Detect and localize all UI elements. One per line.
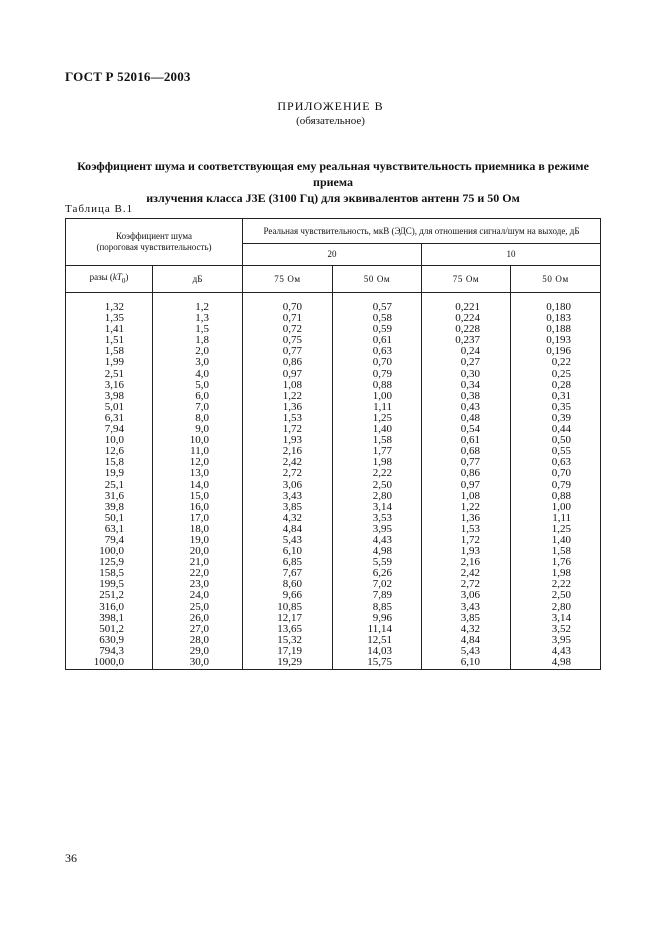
header-col-times-k: kT — [112, 271, 122, 282]
table-cell: 24,0 — [153, 590, 243, 601]
table-row — [66, 657, 601, 670]
table-row — [66, 535, 601, 546]
table-row — [66, 568, 601, 579]
table-cell: 10,85 — [243, 602, 333, 613]
table-row — [66, 491, 601, 502]
table-cell: 0,25 — [511, 369, 601, 380]
table-cell: 0,22 — [511, 357, 601, 368]
page-number: 36 — [65, 851, 77, 865]
table-cell: 29,0 — [153, 646, 243, 657]
table-cell: 158,5 — [66, 568, 153, 579]
table-cell: 1,8 — [153, 335, 243, 346]
header-col-times — [66, 266, 153, 293]
table-cell: 2,50 — [511, 590, 601, 601]
header-noise-figure-line1: Коэффициент шума — [116, 231, 192, 241]
header-sensitivity: Реальная чувствительность, мкВ (ЭДС), для отношения сигнал/шум на выходе, дБ — [243, 219, 601, 244]
table-cell: 2,16 — [243, 446, 333, 457]
table-cell: 25,1 — [66, 480, 153, 491]
header-col-75-ohm-10: 75 Ом — [422, 266, 511, 293]
table-row — [66, 324, 601, 335]
table-row — [66, 579, 601, 590]
table-cell: 3,85 — [422, 613, 511, 624]
table-cell: 316,0 — [66, 602, 153, 613]
table-cell: 100,0 — [66, 546, 153, 557]
table-cell: 1,53 — [422, 524, 511, 535]
header-noise-figure-line2: (пороговая чувствительность) — [96, 242, 212, 252]
table-cell: 4,98 — [511, 657, 601, 670]
table-cell: 28,0 — [153, 635, 243, 646]
table-row — [66, 413, 601, 424]
table-cell: 26,0 — [153, 613, 243, 624]
table-cell: 630,9 — [66, 635, 153, 646]
header-col-75-ohm-20: 75 Ом — [243, 266, 333, 293]
table-cell: 8,60 — [243, 579, 333, 590]
table-cell: 0,86 — [422, 468, 511, 479]
table-cell: 7,94 — [66, 424, 153, 435]
table-cell: 12,6 — [66, 446, 153, 457]
table-cell: 7,67 — [243, 568, 333, 579]
table-row — [66, 624, 601, 635]
table-cell: 19,9 — [66, 468, 153, 479]
table-cell: 0,61 — [422, 435, 511, 446]
table-cell: 12,17 — [243, 613, 333, 624]
table-cell: 5,01 — [66, 402, 153, 413]
table-row — [66, 635, 601, 646]
header-ratio-10: 10 — [422, 244, 601, 266]
table-cell: 7,02 — [333, 579, 422, 590]
table-cell: 0,79 — [511, 480, 601, 491]
header-col-db: дБ — [153, 266, 243, 293]
table-cell: 9,96 — [333, 613, 422, 624]
table-row — [66, 480, 601, 491]
table-cell: 17,0 — [153, 513, 243, 524]
table-row — [66, 293, 601, 314]
table-row — [66, 557, 601, 568]
header-noise-figure — [66, 219, 243, 266]
table-cell: 0,27 — [422, 357, 511, 368]
table-label: Таблица В.1 — [65, 203, 134, 215]
table-cell: 0,196 — [511, 346, 601, 357]
table-cell: 0,88 — [511, 491, 601, 502]
table-row — [66, 502, 601, 513]
table-cell: 15,8 — [66, 457, 153, 468]
table-cell: 0,48 — [422, 413, 511, 424]
table-cell: 14,03 — [333, 646, 422, 657]
table-cell: 6,10 — [422, 657, 511, 670]
table-cell: 1,58 — [333, 435, 422, 446]
table-cell: 5,0 — [153, 380, 243, 391]
table-cell: 3,43 — [243, 491, 333, 502]
table-cell: 13,0 — [153, 468, 243, 479]
table-cell: 0,70 — [243, 293, 333, 314]
table-cell: 4,84 — [422, 635, 511, 646]
table-cell: 6,31 — [66, 413, 153, 424]
table-cell: 1,40 — [511, 535, 601, 546]
table-row — [66, 313, 601, 324]
table-cell: 0,97 — [422, 480, 511, 491]
table-cell: 3,0 — [153, 357, 243, 368]
table-cell: 0,34 — [422, 380, 511, 391]
table-cell: 1,36 — [243, 402, 333, 413]
table-cell: 1,40 — [333, 424, 422, 435]
table-cell: 3,06 — [422, 590, 511, 601]
table-cell: 1,41 — [66, 324, 153, 335]
table-cell: 0,75 — [243, 335, 333, 346]
table-cell: 0,39 — [511, 413, 601, 424]
table-cell: 15,32 — [243, 635, 333, 646]
table-cell: 0,57 — [333, 293, 422, 314]
table-cell: 1,22 — [243, 391, 333, 402]
table-cell: 0,59 — [333, 324, 422, 335]
table-cell: 0,188 — [511, 324, 601, 335]
table-row — [66, 335, 601, 346]
table-cell: 0,54 — [422, 424, 511, 435]
table-cell: 0,50 — [511, 435, 601, 446]
table-cell: 1,11 — [333, 402, 422, 413]
table-cell: 13,65 — [243, 624, 333, 635]
table-cell: 1,00 — [333, 391, 422, 402]
table-cell: 16,0 — [153, 502, 243, 513]
table-cell: 0,193 — [511, 335, 601, 346]
table-cell: 1000,0 — [66, 657, 153, 670]
table-cell: 3,43 — [422, 602, 511, 613]
table-cell: 1,99 — [66, 357, 153, 368]
table-row — [66, 391, 601, 402]
table-cell: 0,71 — [243, 313, 333, 324]
table-cell: 3,14 — [511, 613, 601, 624]
table-cell: 1,2 — [153, 293, 243, 314]
table-cell: 0,88 — [333, 380, 422, 391]
document-title — [60, 158, 606, 206]
table-cell: 8,0 — [153, 413, 243, 424]
table-cell: 27,0 — [153, 624, 243, 635]
table-cell: 11,0 — [153, 446, 243, 457]
table-cell: 0,63 — [333, 346, 422, 357]
document-title-line1: Коэффициент шума и соответствующая ему реальная чувствительность приемника в режиме приема — [77, 159, 589, 189]
table-cell: 0,63 — [511, 457, 601, 468]
table-row — [66, 357, 601, 368]
table-cell: 4,32 — [243, 513, 333, 524]
table-cell: 0,70 — [511, 468, 601, 479]
table-cell: 251,2 — [66, 590, 153, 601]
table-cell: 2,72 — [422, 579, 511, 590]
table-row — [66, 613, 601, 624]
table-cell: 3,16 — [66, 380, 153, 391]
table-cell: 1,93 — [243, 435, 333, 446]
table-cell: 4,98 — [333, 546, 422, 557]
table-cell: 6,10 — [243, 546, 333, 557]
table-cell: 0,221 — [422, 293, 511, 314]
table-row — [66, 590, 601, 601]
table-cell: 5,59 — [333, 557, 422, 568]
table-cell: 2,42 — [422, 568, 511, 579]
table-cell: 0,58 — [333, 313, 422, 324]
header-col-50-ohm-20: 50 Ом — [333, 266, 422, 293]
table-row — [66, 435, 601, 446]
table-row — [66, 457, 601, 468]
table-cell: 19,29 — [243, 657, 333, 670]
table-cell: 2,51 — [66, 369, 153, 380]
table-cell: 0,61 — [333, 335, 422, 346]
table-row — [66, 402, 601, 413]
table-cell: 15,75 — [333, 657, 422, 670]
table-cell: 1,58 — [66, 346, 153, 357]
table-cell: 14,0 — [153, 480, 243, 491]
table-cell: 125,9 — [66, 557, 153, 568]
table-row — [66, 369, 601, 380]
appendix-title: ПРИЛОЖЕНИЕ В — [277, 99, 384, 113]
table-row — [66, 546, 601, 557]
table-cell: 0,237 — [422, 335, 511, 346]
document-title-line2: излучения класса J3E (3100 Гц) для эквивалентов антенн 75 и 50 Ом — [146, 191, 520, 205]
table-cell: 7,89 — [333, 590, 422, 601]
table-cell: 1,22 — [422, 502, 511, 513]
table-cell: 10,0 — [66, 435, 153, 446]
table-cell: 0,28 — [511, 380, 601, 391]
table-cell: 0,70 — [333, 357, 422, 368]
table-cell: 398,1 — [66, 613, 153, 624]
header-col-times-prefix: разы ( — [89, 271, 113, 282]
table-cell: 3,95 — [333, 524, 422, 535]
table-cell: 15,0 — [153, 491, 243, 502]
table-cell: 0,30 — [422, 369, 511, 380]
table-cell: 0,43 — [422, 402, 511, 413]
table-cell: 4,32 — [422, 624, 511, 635]
header-col-50-ohm-10: 50 Ом — [511, 266, 601, 293]
table-cell: 0,183 — [511, 313, 601, 324]
table-cell: 3,06 — [243, 480, 333, 491]
table-cell: 39,8 — [66, 502, 153, 513]
table-cell: 4,43 — [511, 646, 601, 657]
table-row — [66, 513, 601, 524]
table-cell: 30,0 — [153, 657, 243, 670]
table-cell: 0,77 — [243, 346, 333, 357]
table-cell: 12,0 — [153, 457, 243, 468]
table-cell: 3,53 — [333, 513, 422, 524]
table-row — [66, 446, 601, 457]
table-cell: 63,1 — [66, 524, 153, 535]
table-cell: 1,76 — [511, 557, 601, 568]
table-cell: 3,98 — [66, 391, 153, 402]
header-ratio-20: 20 — [243, 244, 422, 266]
table-cell: 2,16 — [422, 557, 511, 568]
table-cell: 1,51 — [66, 335, 153, 346]
table-cell: 0,86 — [243, 357, 333, 368]
table-cell: 31,6 — [66, 491, 153, 502]
table-cell: 22,0 — [153, 568, 243, 579]
table-cell: 0,228 — [422, 324, 511, 335]
table-cell: 4,0 — [153, 369, 243, 380]
table-cell: 10,0 — [153, 435, 243, 446]
table-cell: 0,24 — [422, 346, 511, 357]
table-cell: 1,35 — [66, 313, 153, 324]
table-cell: 3,95 — [511, 635, 601, 646]
table-cell: 1,3 — [153, 313, 243, 324]
table-cell: 9,66 — [243, 590, 333, 601]
table-cell: 3,14 — [333, 502, 422, 513]
table-cell: 9,0 — [153, 424, 243, 435]
table-cell: 1,08 — [422, 491, 511, 502]
table-cell: 1,08 — [243, 380, 333, 391]
table-cell: 1,58 — [511, 546, 601, 557]
table-cell: 501,2 — [66, 624, 153, 635]
table-row — [66, 468, 601, 479]
table-cell: 6,0 — [153, 391, 243, 402]
table-cell: 0,35 — [511, 402, 601, 413]
table-cell: 0,31 — [511, 391, 601, 402]
table-cell: 1,36 — [422, 513, 511, 524]
table-cell: 6,85 — [243, 557, 333, 568]
header-col-times-sub: 0 — [121, 276, 126, 285]
table-cell: 11,14 — [333, 624, 422, 635]
table-cell: 0,68 — [422, 446, 511, 457]
table-row — [66, 646, 601, 657]
table-cell: 17,19 — [243, 646, 333, 657]
table-cell: 1,98 — [333, 457, 422, 468]
table-cell: 19,0 — [153, 535, 243, 546]
table-cell: 2,72 — [243, 468, 333, 479]
table-cell: 0,55 — [511, 446, 601, 457]
table-cell: 23,0 — [153, 579, 243, 590]
table-cell: 1,00 — [511, 502, 601, 513]
table-cell: 50,1 — [66, 513, 153, 524]
table-cell: 0,72 — [243, 324, 333, 335]
table-cell: 0,97 — [243, 369, 333, 380]
table-cell: 2,0 — [153, 346, 243, 357]
document-header: ГОСТ Р 52016—2003 — [65, 69, 191, 84]
table-cell: 794,3 — [66, 646, 153, 657]
table-cell: 1,25 — [511, 524, 601, 535]
table-cell: 12,51 — [333, 635, 422, 646]
table-cell: 25,0 — [153, 602, 243, 613]
table-cell: 7,0 — [153, 402, 243, 413]
table-cell: 2,22 — [333, 468, 422, 479]
appendix-subtitle: (обязательное) — [296, 115, 365, 127]
table-cell: 4,43 — [333, 535, 422, 546]
table-row — [66, 524, 601, 535]
table-row — [66, 602, 601, 613]
table-cell: 6,26 — [333, 568, 422, 579]
table-cell: 2,80 — [333, 491, 422, 502]
header-col-times-suffix: ) — [125, 271, 129, 282]
table-row — [66, 346, 601, 357]
table-cell: 0,79 — [333, 369, 422, 380]
table-cell: 0,77 — [422, 457, 511, 468]
table-cell: 2,42 — [243, 457, 333, 468]
table-cell: 1,32 — [66, 293, 153, 314]
table-cell: 2,80 — [511, 602, 601, 613]
table-cell: 0,44 — [511, 424, 601, 435]
table-row — [66, 424, 601, 435]
table-cell: 2,50 — [333, 480, 422, 491]
table-cell: 3,85 — [243, 502, 333, 513]
table-cell: 2,22 — [511, 579, 601, 590]
table-cell: 199,5 — [66, 579, 153, 590]
table-cell: 8,85 — [333, 602, 422, 613]
table-cell: 0,38 — [422, 391, 511, 402]
table-cell: 0,180 — [511, 293, 601, 314]
table-row — [66, 380, 601, 391]
table-cell: 1,72 — [422, 535, 511, 546]
table-cell: 1,93 — [422, 546, 511, 557]
table-cell: 1,11 — [511, 513, 601, 524]
table-cell: 1,72 — [243, 424, 333, 435]
table-cell: 1,77 — [333, 446, 422, 457]
table-cell: 0,224 — [422, 313, 511, 324]
table-cell: 21,0 — [153, 557, 243, 568]
table-cell: 1,53 — [243, 413, 333, 424]
table-cell: 3,52 — [511, 624, 601, 635]
table-cell: 5,43 — [243, 535, 333, 546]
table-cell: 1,98 — [511, 568, 601, 579]
table-cell: 1,5 — [153, 324, 243, 335]
table-cell: 1,25 — [333, 413, 422, 424]
table-body — [66, 293, 601, 670]
noise-sensitivity-table — [65, 218, 601, 670]
table-cell: 4,84 — [243, 524, 333, 535]
table-cell: 79,4 — [66, 535, 153, 546]
appendix-heading — [0, 99, 661, 127]
table-cell: 18,0 — [153, 524, 243, 535]
table-cell: 20,0 — [153, 546, 243, 557]
table-cell: 5,43 — [422, 646, 511, 657]
